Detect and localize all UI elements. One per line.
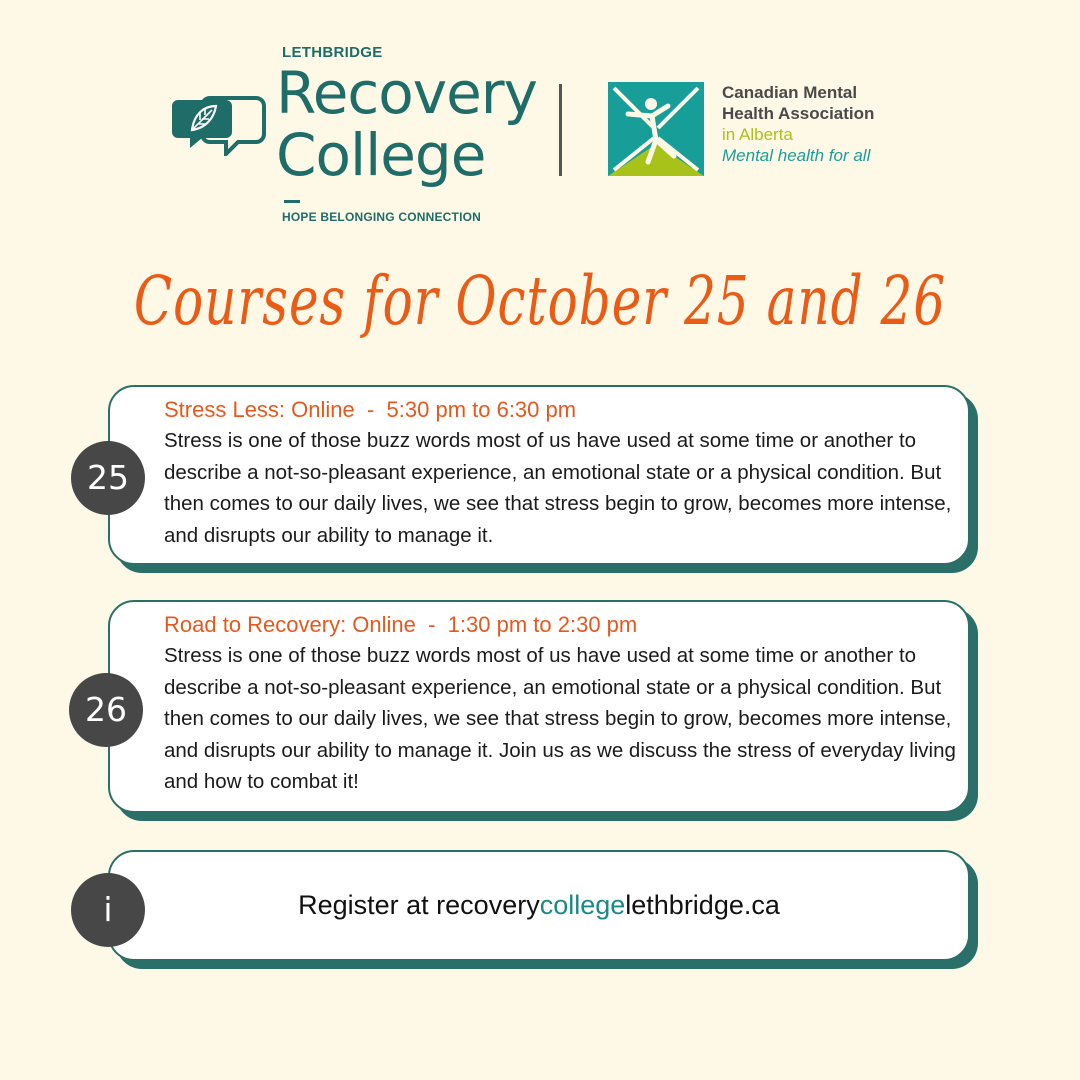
register-highlight: college xyxy=(539,890,626,920)
course-description: Stress is one of those buzz words most of us have used at some time or another to describe a not-so-pleasant experience, an emotional state or a physical condition. But then comes to our daily lives, we see that stress begin to grow, becomes more intense, and disrupts our ability to manage it. Join us as we discuss the stress of everyday living and how to combat it! xyxy=(164,644,956,793)
register-prefix: Register at recovery xyxy=(298,890,540,920)
course-card xyxy=(108,600,970,813)
logo-lethbridge-text: LETHBRIDGE xyxy=(282,44,383,61)
course-title: Stress Less: Online - 5:30 pm to 6:30 pm xyxy=(164,397,577,422)
cmha-province: in Alberta xyxy=(722,125,793,144)
register-link[interactable] xyxy=(110,890,968,921)
cmha-name-line2: Health Association xyxy=(722,104,875,123)
course-description: Stress is one of those buzz words most of us have used at some time or another to describe a not-so-pleasant experience, an emotional state or a physical condition. But then comes to our daily lives, we see that stress begin to grow, becomes more intense, and disrupts our ability to manage it. xyxy=(164,429,952,547)
card-panel xyxy=(108,850,970,961)
cmha-slogan: Mental health for all xyxy=(722,146,871,165)
info-icon: i xyxy=(71,873,145,947)
card-panel xyxy=(108,385,970,565)
register-suffix: lethbridge.ca xyxy=(625,890,780,920)
speech-bubbles-leaf-icon xyxy=(170,90,268,156)
card-panel xyxy=(108,600,970,813)
page-title: Courses for October 25 and 26 xyxy=(133,262,947,341)
cmha-logo-text xyxy=(722,82,942,167)
logo-divider xyxy=(559,84,562,176)
logo-dash xyxy=(284,200,300,203)
course-title: Road to Recovery: Online - 1:30 pm to 2:30 pm xyxy=(164,612,638,637)
course-card xyxy=(108,385,970,565)
cmha-name-line1: Canadian Mental xyxy=(722,83,858,102)
course-content xyxy=(164,610,964,798)
logo-recovery-text: Recovery xyxy=(276,59,537,127)
cmha-figure-icon xyxy=(608,82,704,176)
logo-tagline: HOPE BELONGING CONNECTION xyxy=(282,210,482,224)
recovery-college-logo xyxy=(170,40,537,230)
logo-college-text: College xyxy=(276,121,486,189)
date-badge: 25 xyxy=(71,441,145,515)
course-content xyxy=(164,395,964,551)
date-badge: 26 xyxy=(69,673,143,747)
register-card xyxy=(108,850,970,961)
